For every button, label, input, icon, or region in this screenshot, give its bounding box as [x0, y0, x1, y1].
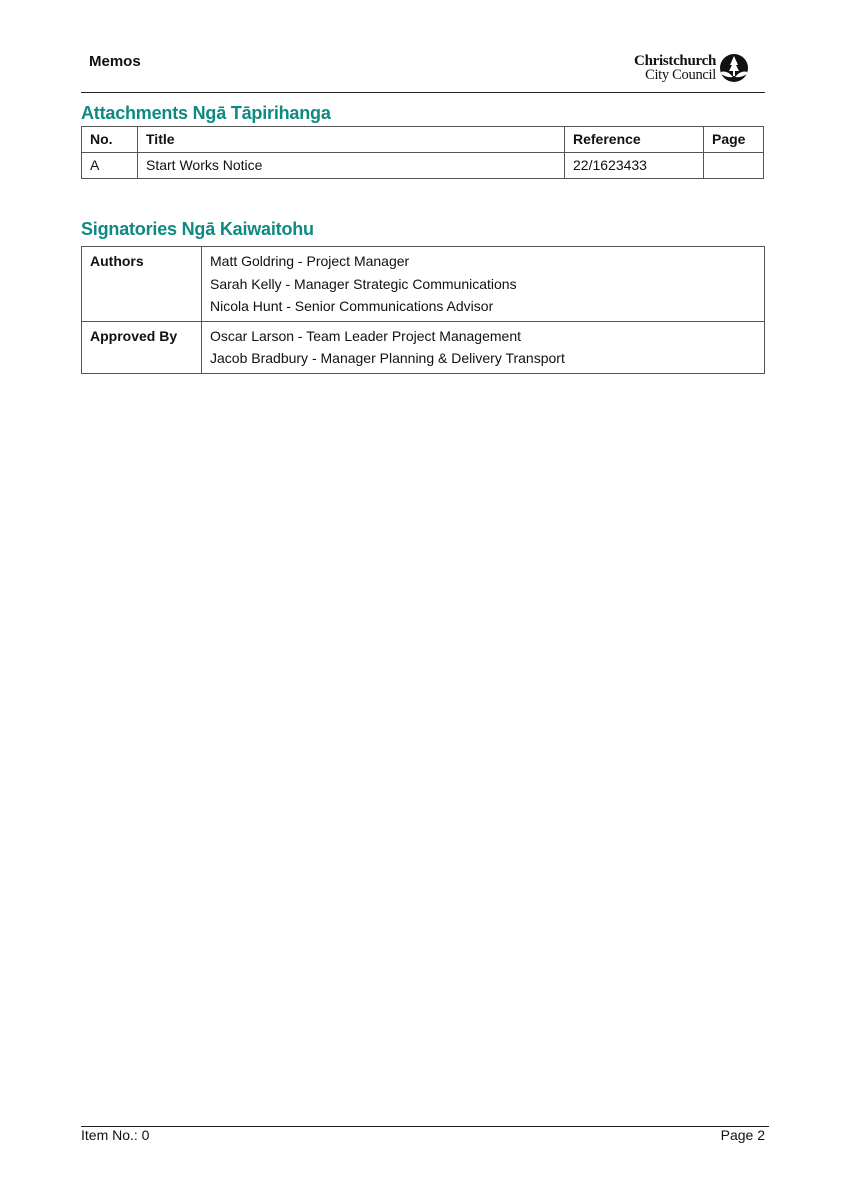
footer-page-number: Page 2	[720, 1127, 765, 1143]
attachment-reference: 22/1623433	[565, 153, 704, 179]
column-header-title: Title	[138, 127, 565, 153]
page-header	[81, 44, 765, 93]
signatories-heading: Signatories Ngā Kaiwaitohu	[81, 219, 314, 239]
signatory-name: Nicola Hunt - Senior Communications Advisor	[210, 298, 494, 314]
header-title: Memos	[89, 53, 141, 70]
cathedral-leaf-logo-icon	[719, 53, 749, 83]
table-row	[82, 247, 765, 322]
logo-text	[634, 54, 716, 82]
table-row	[82, 321, 765, 373]
footer-item-no: Item No.: 0	[81, 1127, 150, 1143]
signatory-names-approved-by	[202, 321, 765, 373]
attachment-title: Start Works Notice	[138, 153, 565, 179]
column-header-reference: Reference	[565, 127, 704, 153]
council-logo	[634, 52, 749, 84]
logo-line-2: City Council	[645, 67, 716, 83]
signatory-name: Jacob Bradbury - Manager Planning & Delivery Transport	[210, 350, 565, 366]
signatory-name: Sarah Kelly - Manager Strategic Communications	[210, 275, 517, 292]
attachments-table	[81, 126, 764, 179]
page-footer	[81, 1126, 769, 1143]
column-header-page: Page	[704, 127, 764, 153]
logo-line-1: Christchurch	[634, 53, 716, 69]
signatories-table	[81, 246, 765, 374]
signatory-name: Oscar Larson - Team Leader Project Management	[210, 327, 522, 344]
attachment-page	[704, 153, 764, 179]
column-header-no: No.	[82, 127, 138, 153]
table-header-row	[82, 127, 764, 153]
signatory-role-approved-by: Approved By	[82, 321, 202, 373]
attachments-heading: Attachments Ngā Tāpirihanga	[81, 103, 331, 123]
table-row	[82, 153, 764, 179]
signatory-name: Matt Goldring - Project Manager	[210, 253, 410, 269]
attachment-no: A	[82, 153, 138, 179]
signatory-names-authors	[202, 247, 765, 322]
signatory-role-authors: Authors	[82, 247, 202, 322]
